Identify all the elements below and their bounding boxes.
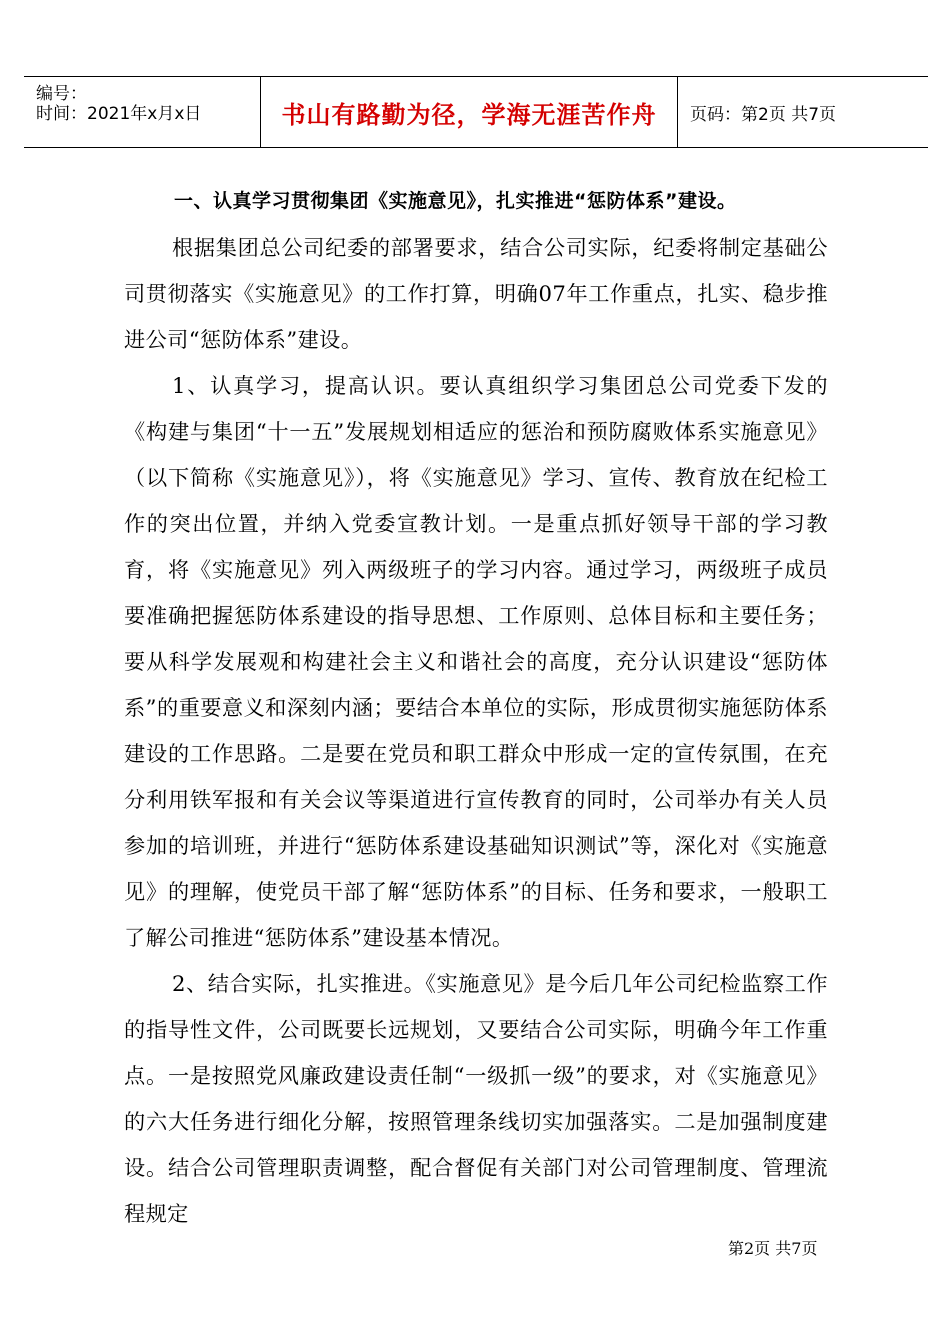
header-motto: 书山有路勤为径，学海无涯苦作舟 [260,77,678,147]
section-heading: 一、认真学习贯彻集团《实施意见》，扎实推进“惩防体系”建设。 [174,190,737,212]
number-label: 编号： [36,84,87,104]
time-label: 时间：2021年x月x日 [36,104,202,124]
paragraph-intro: 根据集团总公司纪委的部署要求，结合公司实际，纪委将制定基础公司贯彻落实《实施意见》的工作打算，明确07年工作重点，扎实、稳步推进公司“惩防体系”建设。 [124,235,828,352]
header-meta [24,77,260,147]
document-body [124,176,828,1237]
paragraph-study: 1、认真学习，提高认识。要认真组织学习集团总公司党委下发的《构建与集团“十一五”发展规划相适应的惩治和预防腐败体系实施意见》（以下简称《实施意见》），将《实施意见》学习、宣传、教育放在纪检工作的突出位置，并纳入党委宣教计划。一是重点抓好领导干部的学习教育，将《实施意见》列入两级班子的学习内容。通过学习，两级班子成员要准确把握惩防体系建设的指导思想、工作原则、总体目标和主要任务；要从科学发展观和构建社会主义和谐社会的高度，充分认识建设“惩防体系”的重要意义和深刻内涵；要结合本单位的实际，形成贯彻实施惩防体系建设的工作思路。二是要在党员和职工群众中形成一定的宣传氛围，在充分利用铁军报和有关会议等渠道进行宣传教育的同时，公司举办有关人员参加的培训班，并进行“惩防体系建设基础知识测试”等，深化对《实施意见》的理解，使党员干部了解“惩防体系”的目标、任务和要求，一般职工了解公司推进“惩防体系”建设基本情况。 [124,373,828,950]
page-footer: 第2页 共7页 [728,1239,818,1258]
header-page-info: 页码：第2页 共7页 [690,104,837,125]
document-header [24,76,928,148]
paragraph-practice: 2、结合实际，扎实推进。《实施意见》是今后几年公司纪检监察工作的指导性文件，公司既要长远规划，又要结合公司实际，明确今年工作重点。一是按照党风廉政建设责任制“一级抓一级”的要求，对《实施意见》的六大任务进行细化分解，按照管理条线切实加强落实。二是加强制度建设。结合公司管理职责调整，配合督促有关部门对公司管理制度、管理流程规定 [124,971,828,1226]
